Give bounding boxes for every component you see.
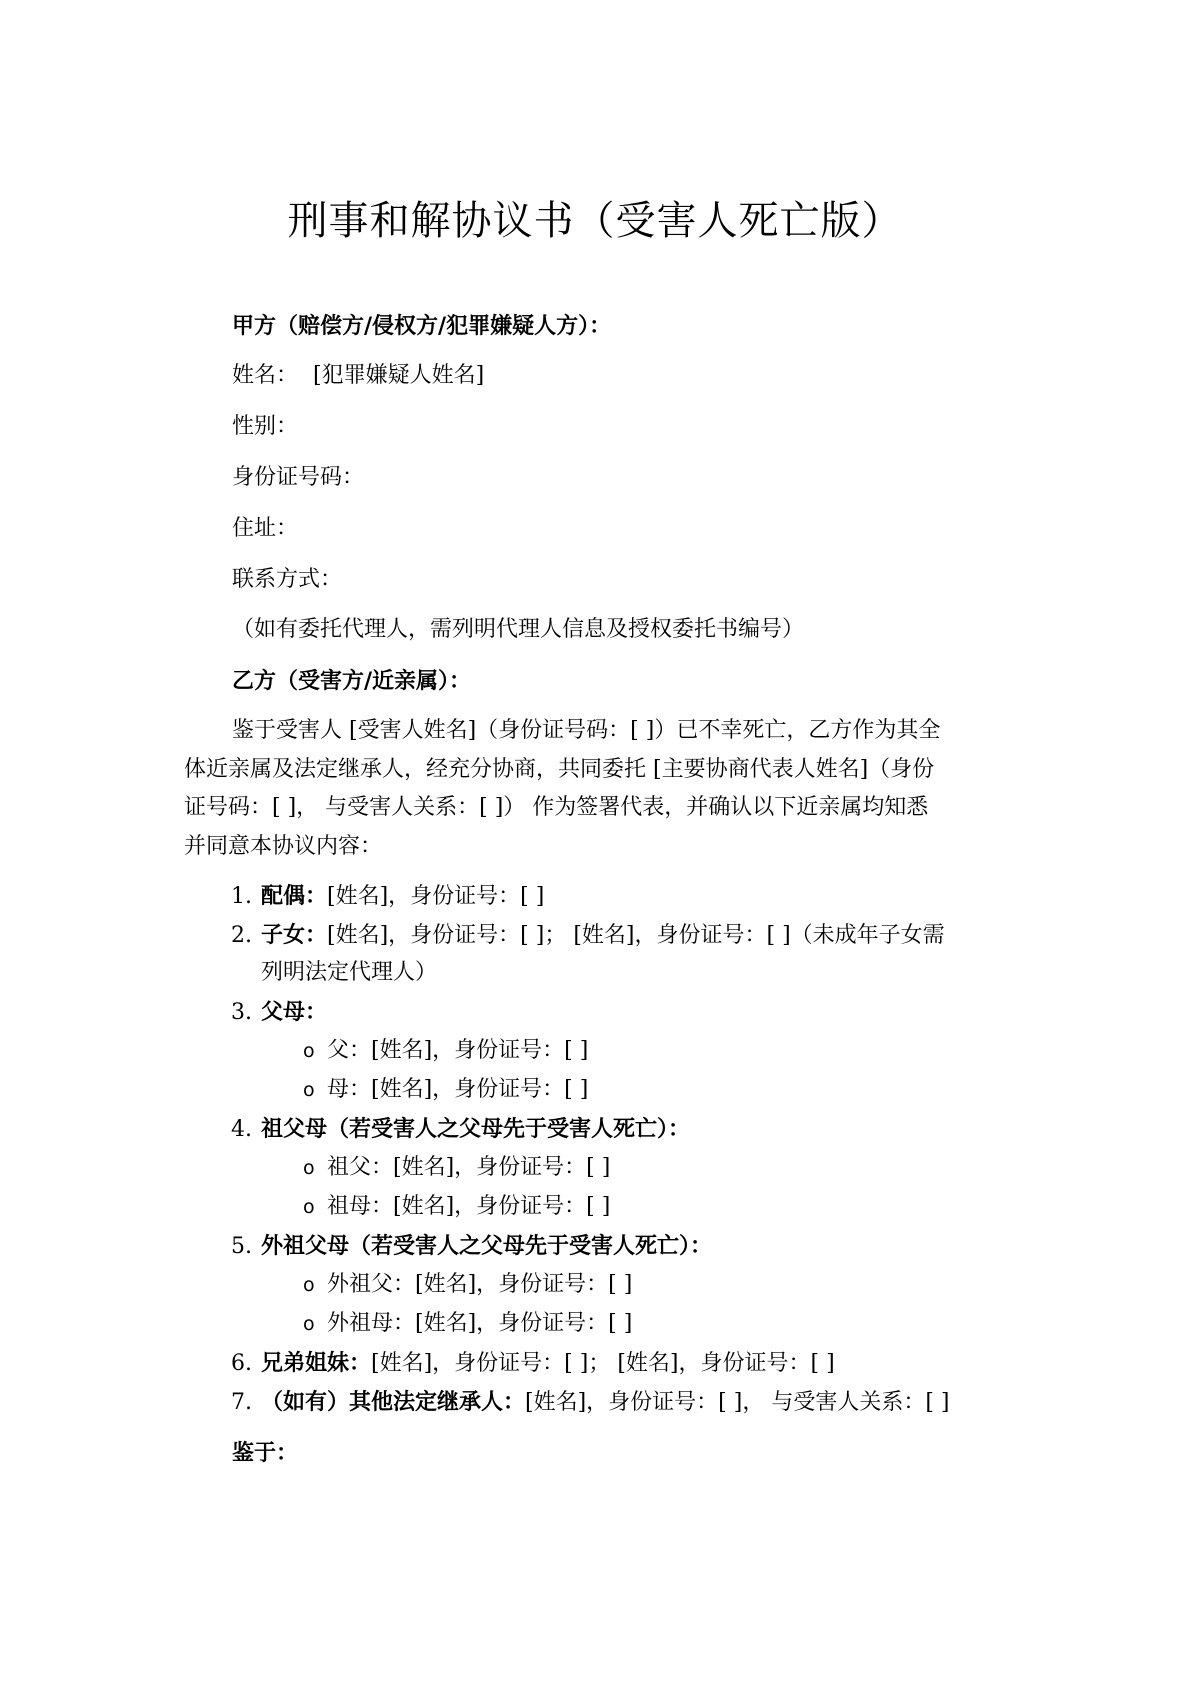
sub-list-item <box>303 1036 588 1066</box>
sub-item-mother: 母：[姓名]，身份证号：[ ] <box>327 1077 589 1102</box>
list-item <box>231 1114 690 1145</box>
list-item-label: 配偶： <box>261 883 328 909</box>
sub-item-maternal-grandmother: 外祖母：[姓名]，身份证号：[ ] <box>327 1311 633 1336</box>
bullet-marker: o <box>303 1040 315 1062</box>
bullet-marker: o <box>303 1079 315 1101</box>
party-b-intro-line-2: 体近亲属及法定继承人，经充分协商，共同委托 [主要协商代表人姓名]（身份 <box>184 757 935 782</box>
party-b-intro-line-3: 证号码：[ ]， 与受害人关系：[ ]） 作为签署代表，并确认以下近亲属均知悉 <box>184 795 929 820</box>
document-title: 刑事和解协议书（受害人死亡版） <box>287 198 903 244</box>
list-item <box>231 997 327 1028</box>
list-item-text: [姓名]，身份证号：[ ]； [姓名]，身份证号：[ ] <box>371 1351 835 1376</box>
sub-item-father: 父：[姓名]，身份证号：[ ] <box>327 1038 589 1063</box>
list-item-text-continued: 列明法定代理人） <box>261 960 438 985</box>
list-item-number: 4. <box>231 1117 252 1142</box>
list-item <box>231 920 945 951</box>
list-item <box>231 1231 712 1262</box>
list-item <box>231 1348 835 1379</box>
sub-list-item <box>303 1075 588 1105</box>
party-b-intro-line-1: 鉴于受害人 [受害人姓名]（身份证号码：[ ]）已不幸死亡，乙方作为其全 <box>232 718 941 743</box>
party-a-address-label: 住址： <box>232 516 299 541</box>
list-item-text: [姓名]，身份证号：[ ]； [姓名]，身份证号：[ ]（未成年子女需 <box>327 923 945 948</box>
party-a-agent-note: （如有委托代理人，需列明代理人信息及授权委托书编号） <box>232 617 805 642</box>
list-item <box>231 881 544 912</box>
sub-item-paternal-grandfather: 祖父：[姓名]，身份证号：[ ] <box>327 1155 611 1180</box>
list-item-label: 兄弟姐妹： <box>261 1350 372 1376</box>
bullet-marker: o <box>303 1196 315 1218</box>
party-a-name-label: 姓名： <box>232 363 299 388</box>
sub-list-item <box>303 1153 610 1183</box>
list-item-label: 父母： <box>261 999 328 1025</box>
list-item-number: 6. <box>231 1351 252 1376</box>
party-b-heading: 乙方（受害方/近亲属）： <box>232 668 472 694</box>
list-item-label: 外祖父母（若受害人之父母先于受害人死亡）： <box>261 1233 713 1259</box>
list-item-label: 祖父母（若受害人之父母先于受害人死亡）： <box>261 1116 691 1142</box>
sub-list-item <box>303 1309 632 1339</box>
bullet-marker: o <box>303 1274 315 1296</box>
party-a-gender-label: 性别： <box>232 414 299 439</box>
list-item-label: （如有）其他法定继承人： <box>261 1389 526 1415</box>
bullet-marker: o <box>303 1313 315 1335</box>
list-item-number: 2. <box>231 923 252 948</box>
bullet-marker: o <box>303 1157 315 1179</box>
list-item-number: 7. <box>231 1390 252 1415</box>
list-item <box>231 1387 950 1418</box>
list-item-number: 1. <box>231 884 252 909</box>
list-item-number: 3. <box>231 1000 252 1025</box>
list-item-number: 5. <box>231 1234 252 1259</box>
party-a-id-label: 身份证号码： <box>232 465 365 490</box>
sub-item-maternal-grandfather: 外祖父：[姓名]，身份证号：[ ] <box>327 1272 633 1297</box>
sub-list-item <box>303 1270 632 1300</box>
sub-list-item <box>303 1192 610 1222</box>
party-a-contact-label: 联系方式： <box>232 567 343 592</box>
sub-item-paternal-grandmother: 祖母：[姓名]，身份证号：[ ] <box>327 1194 611 1219</box>
list-item-label: 子女： <box>261 922 328 948</box>
party-a-name-value: [犯罪嫌疑人姓名] <box>313 363 485 388</box>
party-b-intro-line-4: 并同意本协议内容： <box>184 834 383 859</box>
list-item-text: [姓名]，身份证号：[ ]， 与受害人关系：[ ] <box>525 1390 950 1415</box>
party-a-name-row <box>232 361 484 391</box>
party-a-heading: 甲方（赔偿方/侵权方/犯罪嫌疑人方）： <box>232 313 612 339</box>
whereas-heading: 鉴于： <box>232 1440 299 1466</box>
list-item-text: [姓名]，身份证号：[ ] <box>327 884 545 909</box>
